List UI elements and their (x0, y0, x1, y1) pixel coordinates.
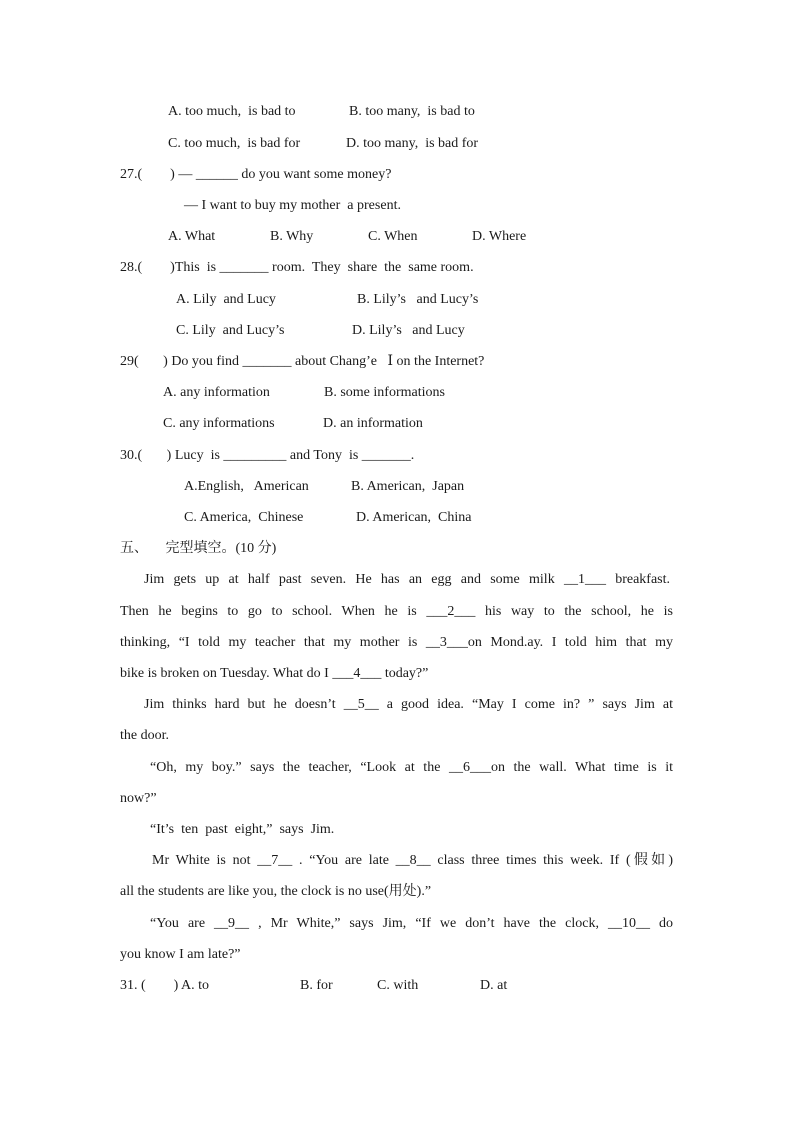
passage-p6-line1: “You are __9__ , Mr White,” says Jim, “If we don’t have the clock, __10__ do (150, 916, 673, 931)
passage-p5-line2: all the students are like you, the clock is no use(用处).” (120, 884, 432, 899)
q29-option-a: A. any information (163, 385, 270, 400)
q30-option-a: A.English, American (184, 479, 309, 494)
q31-option-b: B. for (300, 978, 333, 993)
q26-option-a: A. too much, is bad to (168, 104, 296, 119)
q29-option-d: D. an information (323, 416, 423, 431)
q31-option-c: C. with (377, 978, 419, 993)
q27-option-a: A. What (168, 229, 216, 244)
q29-stem: 29( ) Do you find _______ about Chang’e Ⅰ on the Internet? (120, 354, 485, 369)
q27-option-d: D. Where (472, 229, 527, 244)
q29-option-b: B. some informations (324, 385, 445, 400)
q27-option-b: B. Why (270, 229, 314, 244)
q26-option-d: D. too many, is bad for (346, 136, 479, 151)
passage-p2-line1: Jim thinks hard but he doesn’t __5__ a good idea. “May I come in? ” says Jim at (144, 697, 673, 712)
q29-option-c: C. any informations (163, 416, 275, 431)
passage-p2-line2: the door. (120, 728, 169, 743)
q28-stem: 28.( )This is _______ room. They share the same room. (120, 260, 474, 275)
q31-option-d: D. at (480, 978, 508, 993)
passage-p1-line4: bike is broken on Tuesday. What do I ___4___ today?” (120, 666, 429, 681)
q30-stem: 30.( ) Lucy is _________ and Tony is _______. (120, 448, 415, 463)
q26-option-c: C. too much, is bad for (168, 136, 301, 151)
q28-option-b: B. Lily’s and Lucy’s (357, 292, 479, 307)
section-five-title: 五、 完型填空。(10 分) (120, 541, 277, 556)
q30-option-c: C. America, Chinese (184, 510, 304, 525)
passage-p1-line3: thinking, “I told my teacher that my mother is __3___on Mond.ay. I told him that my (120, 635, 673, 650)
passage-p5-line1: Mr White is not __7__ . “You are late __8__ class three times this week. If (假如) (152, 853, 673, 868)
q28-option-d: D. Lily’s and Lucy (352, 323, 465, 338)
q28-option-c: C. Lily and Lucy’s (176, 323, 285, 338)
q28-option-a: A. Lily and Lucy (176, 292, 276, 307)
q27-stem: 27.( ) — ______ do you want some money? (120, 167, 392, 182)
passage-p3-line2: now?” (120, 791, 157, 806)
q31-stem: 31. ( ) A. to (120, 978, 210, 993)
q26-option-b: B. too many, is bad to (349, 104, 475, 119)
q27-reply: — I want to buy my mother a present. (184, 198, 401, 213)
passage-p1-line2: Then he begins to go to school. When he is ___2___ his way to the school, he is (120, 604, 673, 619)
passage-p4: “It’s ten past eight,” says Jim. (150, 822, 335, 837)
q30-option-b: B. American, Japan (351, 479, 465, 494)
q30-option-d: D. American, China (356, 510, 472, 525)
passage-p3-line1: “Oh, my boy.” says the teacher, “Look at the __6___on the wall. What time is it (150, 760, 673, 775)
passage-p6-line2: you know I am late?” (120, 947, 241, 962)
q27-option-c: C. When (368, 229, 418, 244)
passage-p1-line1: Jim gets up at half past seven. He has an egg and some milk __1___ breakfast. (144, 572, 670, 587)
